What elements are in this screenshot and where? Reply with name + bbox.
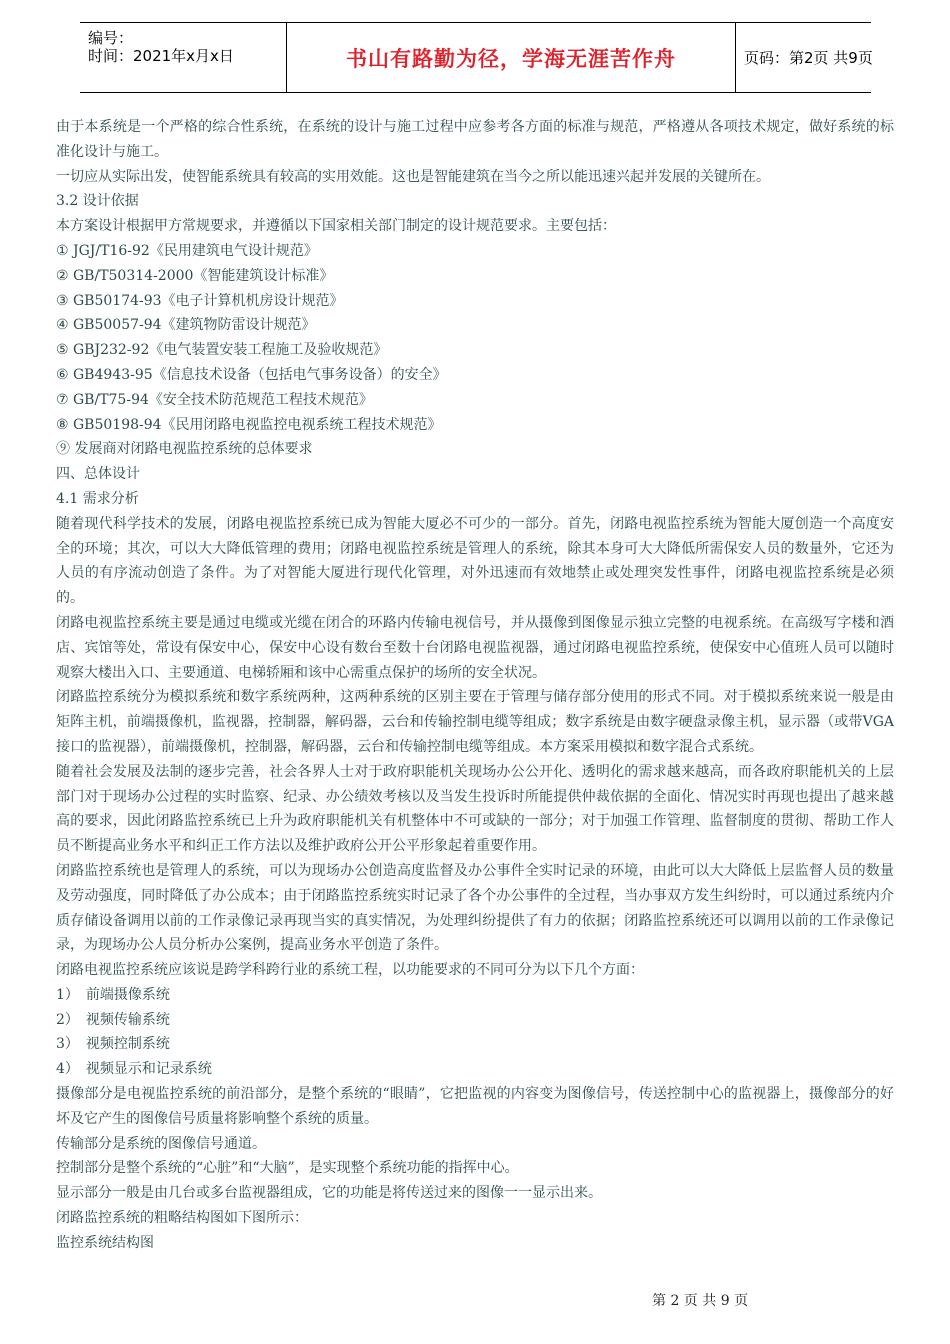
paragraph: 控制部分是整个系统的“心脏”和“大脑”，是实现整个系统功能的指挥中心。 <box>56 1160 519 1177</box>
document-time-label: 时间：2021年x月x日 <box>88 47 234 65</box>
paragraph: 随着社会发展及法制的逐步完善，社会各界人士对于政府职能机关现场办公公开化、透明化的需求越来越高，而各政府职能机关的上层部门对于现场办公过程的实时监察、纪录、办公绩效考核以及当发生投诉时所能提供仲裁依据的全面化、情况实时再现也提出了越来越高的要求，因此闭路监控系统已上升为政府职能机关有机整体中不可或缺的一部分；对于加强工作管理、监督制度的贯彻、帮助工作人员不断提高业务水平和纠正工作方法以及维护政府公开公平形象起着重要作用。 <box>56 763 894 855</box>
paragraph: 本方案设计根据甲方常规要求，并遵循以下国家相关部门制定的设计规范要求。主要包括： <box>56 218 616 235</box>
header-page-cell <box>736 23 871 92</box>
standard-list-item: ④ GB50057-94《建筑物防雷设计规范》 <box>56 317 316 334</box>
standard-list-item: ② GB/T50314-2000《智能建筑设计标准》 <box>56 267 334 284</box>
standard-list-item: ③ GB50174-93《电子计算机机房设计规范》 <box>56 292 344 309</box>
standard-list-item: ⑤ GBJ232-92《电气装置安装工程施工及验收规范》 <box>56 342 388 359</box>
section-heading: 3.2 设计依据 <box>56 193 139 210</box>
section-heading: 4.1 需求分析 <box>56 490 139 507</box>
paragraph: 闭路电视监控系统主要是通过电缆或光缆在闭合的环路内传输电视信号，并从摄像到图像显示独立完整的电视系统。在高级写字楼和酒店、宾馆等处，常设有保安中心，保安中心设有数台至数十台闭路电视监视器，通过闭路电视监控系统，使保安中心值班人员可以随时观察大楼出入口、主要通道、电梯轿厢和该中心需重点保护的场所的安全状况。 <box>56 614 894 681</box>
paragraph: 闭路监控系统也是管理人的系统，可以为现场办公创造高度监督及办公事件全实时记录的环境，由此可以大大降低上层监督人员的数量及劳动强度，同时降低了办公成本；由于闭路监控系统实时记录了各个办公事件的全过程，当办事双方发生纠纷时，可以通过系统内介质存储设备调用以前的工作录像记录再现当实的真实情况，为处理纠纷提供了有力的依据；闭路监控系统还可以调用以前的工作录像记录，为现场办公人员分析办公案例，提高业务水平创造了条件。 <box>56 862 894 954</box>
header-motto: 书山有路勤为径，学海无涯苦作舟 <box>346 47 676 71</box>
paragraph: 闭路监控系统分为模拟系统和数字系统两种，这两种系统的区别主要在于管理与储存部分使用的形式不同。对于模拟系统来说一般是由矩阵主机，前端摄像机，监视器，控制器，解码器，云台和传输控制电缆等组成；数字系统是由数字硬盘录像主机，显示器（或带VGA接口的监视器），前端摄像机，控制器，解码器，云台和传输控制电缆等组成。本方案采用模拟和数字混合式系统。 <box>56 689 894 755</box>
function-list-item: 3） 视频控制系统 <box>56 1036 170 1053</box>
paragraph: 摄像部分是电视监控系统的前沿部分，是整个系统的“眼睛”，它把监视的内容变为图像信号，传送控制中心的监视器上，摄像部分的好坏及它产生的图像信号质量将影响整个系统的质量。 <box>56 1086 894 1127</box>
header-page-code: 页码：第2页 共9页 <box>744 49 873 67</box>
paragraph: 由于本系统是一个严格的综合性系统，在系统的设计与施工过程中应参考各方面的标准与规范，严格遵从各项技术规定，做好系统的标准化设计与施工。 <box>56 119 894 160</box>
paragraph: 随着现代科学技术的发展，闭路电视监控系统已成为智能大厦必不可少的一部分。首先，闭路电视监控系统为智能大厦创造一个高度安全的环境；其次，可以大大降低管理的费用；闭路电视监控系统是管理人的系统，除其本身可大大降低所需保安人员的数量外，它还为人员的有序流动创造了条件。为了对智能大厦进行现代化管理，对外迅速而有效地禁止或处理突发性事件，闭路电视监控系统是必须的。 <box>56 515 894 607</box>
standard-list-item: ① JGJ/T16-92《民用建筑电气设计规范》 <box>56 242 318 259</box>
chapter-heading: 四、总体设计 <box>56 466 140 483</box>
header-meta-cell <box>80 23 286 92</box>
paragraph: 闭路监控系统的粗略结构图如下图所示： <box>56 1210 308 1227</box>
function-list-item: 1） 前端摄像系统 <box>56 986 170 1003</box>
paragraph: 闭路电视监控系统应该说是跨学科跨行业的系统工程，以功能要求的不同可分为以下几个方面： <box>56 962 644 979</box>
paragraph: 一切应从实际出发，使智能系统具有较高的实用效能。这也是智能建筑在当今之所以能迅速兴起并发展的关键所在。 <box>56 168 770 185</box>
standard-list-item: ⑥ GB4943-95《信息技术设备（包括电气事务设备）的安全》 <box>56 366 447 383</box>
figure-caption: 监控系统结构图 <box>56 1234 154 1251</box>
function-list-item: 4） 视频显示和记录系统 <box>56 1061 212 1078</box>
standard-list-item: ⑧ GB50198-94《民用闭路电视监控电视系统工程技术规范》 <box>56 416 442 433</box>
header-motto-cell <box>286 23 736 92</box>
page-footer: 第 2 页 共 9 页 <box>652 1293 749 1309</box>
standard-list-item: ⑦ GB/T75-94《安全技术防范规范工程技术规范》 <box>56 391 373 408</box>
paragraph: 显示部分一般是由几台或多台监视器组成，它的功能是将传送过来的图像一一显示出来。 <box>56 1185 602 1202</box>
standard-list-item: ⑨ 发展商对闭路电视监控系统的总体要求 <box>56 441 313 458</box>
document-header <box>80 22 871 93</box>
document-body <box>56 115 894 1256</box>
function-list-item: 2） 视频传输系统 <box>56 1011 170 1028</box>
document-number-label: 编号： <box>88 29 134 47</box>
paragraph: 传输部分是系统的图像信号通道。 <box>56 1135 266 1152</box>
